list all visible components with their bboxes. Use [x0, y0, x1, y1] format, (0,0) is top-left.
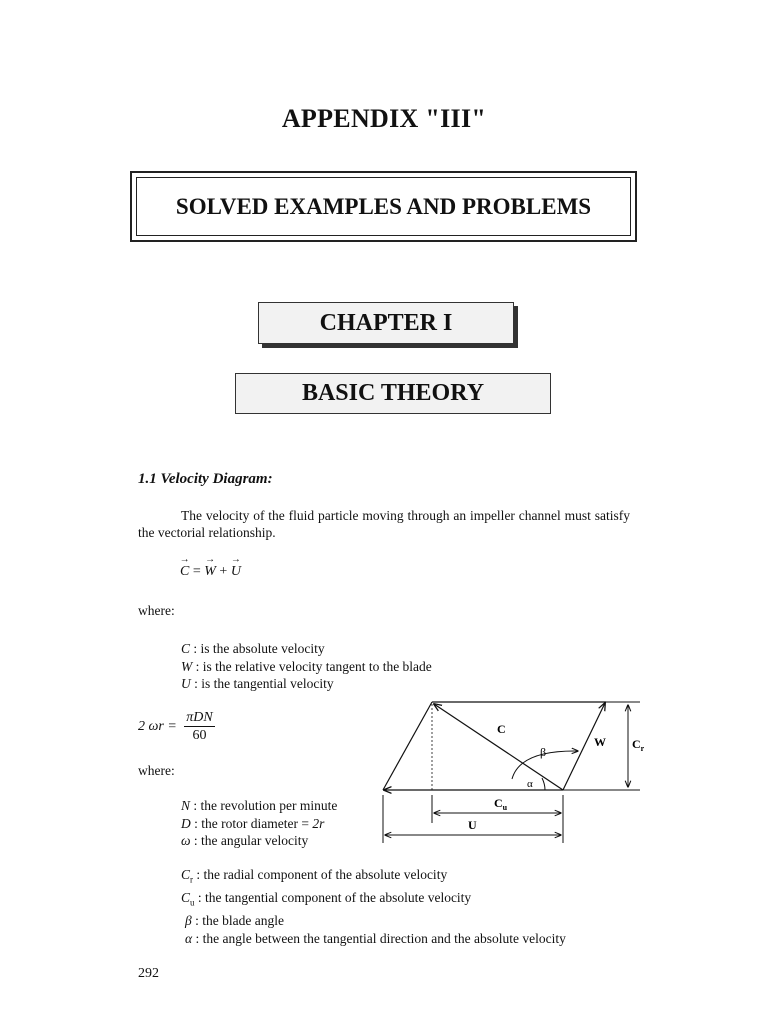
- solved-examples-title: SOLVED EXAMPLES AND PROBLEMS: [136, 177, 631, 236]
- label-cu: $C_u$: [494, 796, 508, 812]
- label-w: W: [594, 735, 606, 749]
- plus-sign: +: [215, 564, 231, 579]
- vector-equation: [180, 564, 241, 580]
- def-beta: β : the blade angle: [185, 913, 284, 929]
- def-n: N : the revolution per minute: [181, 798, 338, 813]
- def-alpha: α : the angle between the tangential direction and the absolute velocity: [185, 930, 566, 946]
- definitions-velocities: [181, 640, 432, 693]
- def-d: D : the rotor diameter = 2r: [181, 815, 325, 831]
- label-c: C: [497, 722, 506, 736]
- label-cr: $C_r$: [632, 737, 645, 753]
- basic-theory-title: BASIC THEORY: [235, 373, 551, 414]
- definitions-components: [181, 866, 566, 947]
- def-u: U : is the tangential velocity: [181, 676, 334, 691]
- chapter-title: CHAPTER I: [258, 302, 514, 344]
- vec-u: → U: [231, 564, 241, 580]
- section-heading: 1.1 Velocity Diagram:: [138, 471, 273, 487]
- vec-w: → W: [204, 564, 216, 580]
- where-label-1: where:: [138, 603, 175, 618]
- vec-c: → C: [180, 564, 189, 580]
- definitions-rotor: [181, 797, 337, 850]
- def-cu: $C_u$ : the tangential component of the absolute velocity: [181, 890, 472, 908]
- alpha-angle-arc: [542, 778, 545, 790]
- label-alpha: α: [527, 778, 533, 790]
- label-beta: β: [540, 745, 547, 759]
- angular-speed-equation: [138, 710, 215, 744]
- page-number: 292: [138, 966, 159, 981]
- def-omega: ω : the angular velocity: [181, 833, 309, 848]
- def-c: C : is the absolute velocity: [181, 641, 325, 656]
- velocity-diagram: [370, 695, 660, 850]
- eq-sign: =: [189, 564, 205, 579]
- intro-paragraph: [138, 507, 630, 541]
- fraction-denominator: 60: [192, 728, 207, 743]
- left-parallelogram-side: [383, 702, 432, 790]
- where-label-2: where:: [138, 763, 175, 778]
- eq2-lhs: 2 ωr =: [138, 719, 181, 734]
- def-w: W : is the relative velocity tangent to the blade: [181, 658, 432, 674]
- label-u: U: [468, 818, 477, 832]
- fraction: [184, 710, 214, 744]
- def-cr: $C_r$ : the radial component of the absolute velocity: [181, 867, 448, 885]
- solved-examples-box: [130, 171, 637, 242]
- intro-text: The velocity of the fluid particle moving through an impeller channel must satisfy the vectorial relationship.: [138, 508, 630, 540]
- appendix-title: APPENDIX "III": [281, 104, 487, 133]
- fraction-numerator: πDN: [186, 710, 213, 725]
